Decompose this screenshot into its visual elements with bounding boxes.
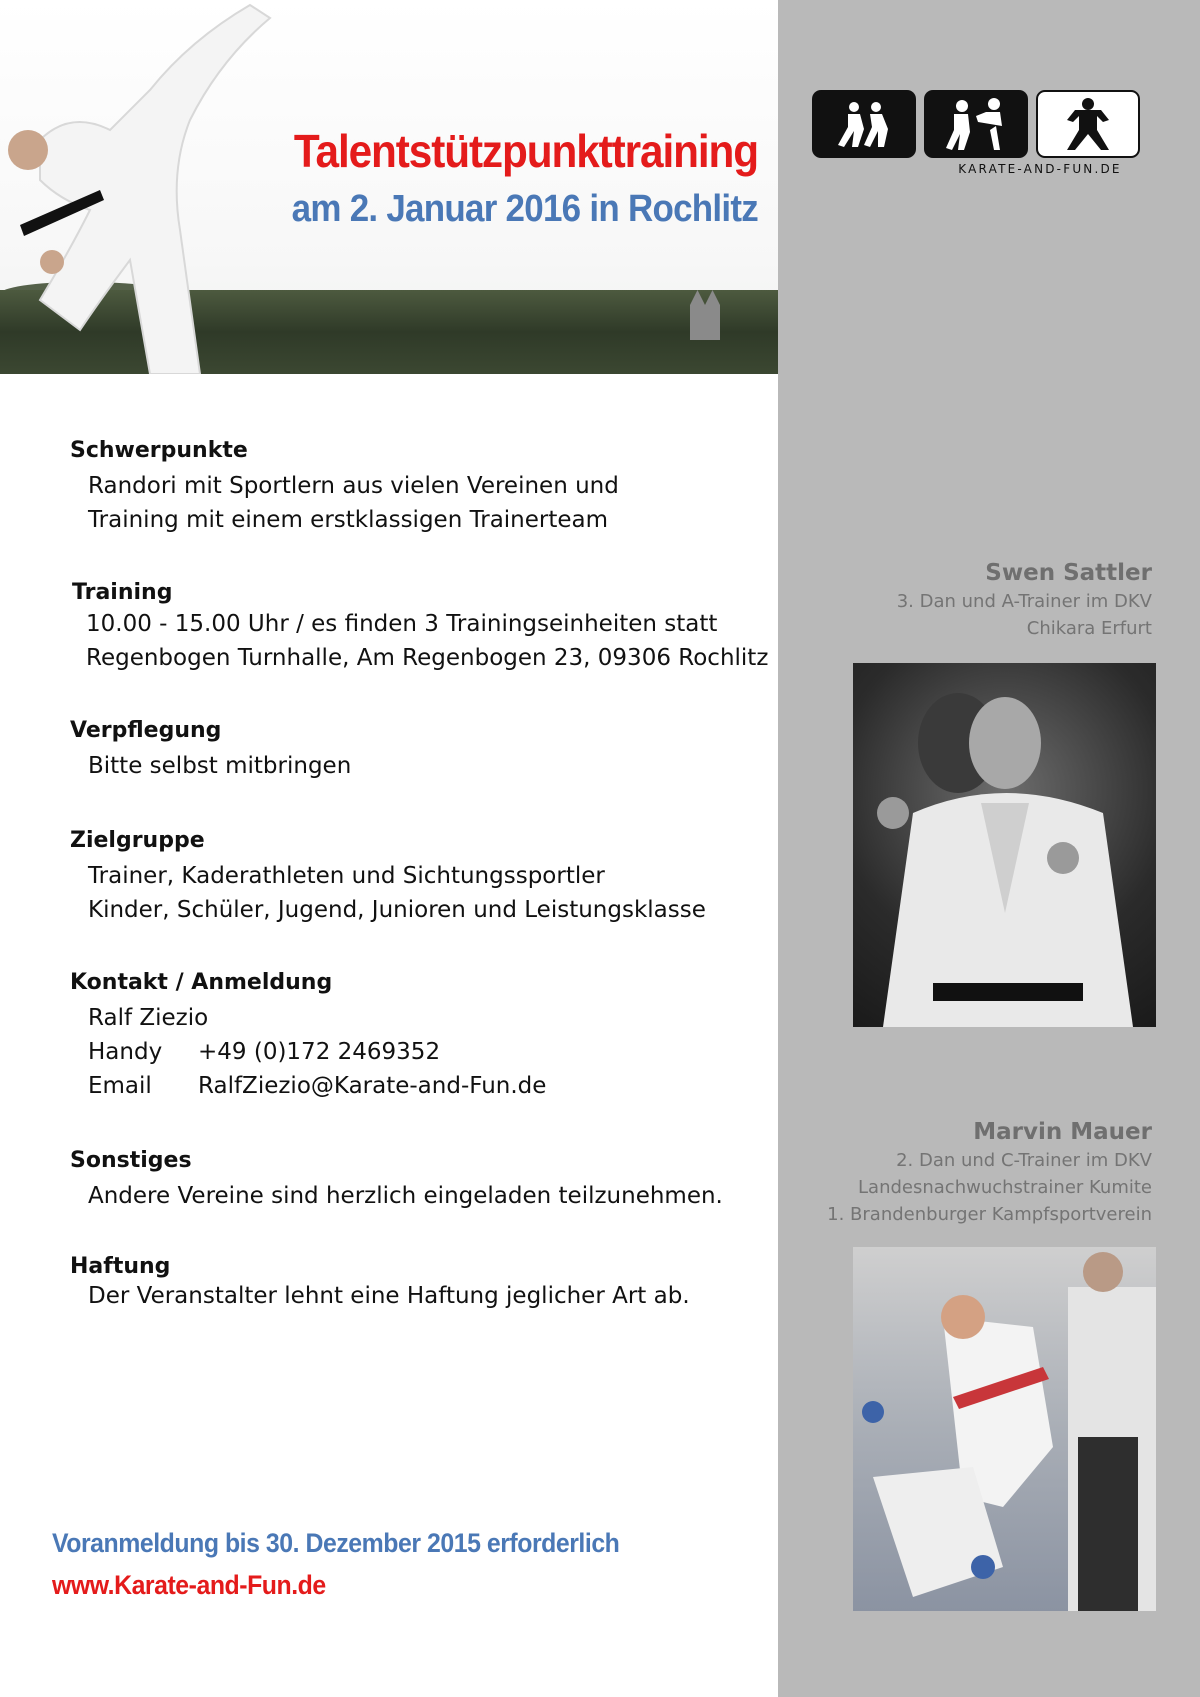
section-line: Randori mit Sportlern aus vielen Vereinen und (88, 473, 619, 499)
section-sonstiges (70, 1148, 770, 1213)
trainer-info: Landesnachwuchstrainer Kumite (858, 1177, 1152, 1198)
section-heading: Haftung (70, 1254, 171, 1279)
website-link[interactable]: www.Karate-and-Fun.de (52, 1570, 326, 1600)
trainer-info: 3. Dan und A-Trainer im DKV (896, 591, 1152, 612)
section-line: Kinder, Schüler, Jugend, Junioren und Leistungsklasse (88, 897, 706, 923)
trainer-1 (897, 560, 1152, 642)
logo-caption: KARATE-AND-FUN.DE (958, 162, 1122, 176)
page-subtitle: am 2. Januar 2016 in Rochlitz (291, 188, 758, 230)
trainer-1-photo (853, 663, 1156, 1027)
trainer-2-photo (853, 1247, 1156, 1611)
email-label: Email (88, 1073, 152, 1099)
kick-icon (924, 90, 1028, 158)
section-zielgruppe (70, 828, 770, 927)
section-heading: Verpflegung (70, 718, 222, 743)
section-line: Andere Vereine sind herzlich eingeladen teilzunehmen. (88, 1183, 723, 1209)
trainer-info: 2. Dan und C-Trainer im DKV (896, 1150, 1152, 1171)
email-address: RalfZiezio@Karate-and-Fun.de (198, 1073, 547, 1099)
section-line: Trainer, Kaderathleten und Sichtungssportler (88, 863, 605, 889)
stance-icon (1036, 90, 1140, 158)
section-training (72, 580, 772, 675)
section-line: Regenbogen Turnhalle, Am Regenbogen 23, 09306 Rochlitz (86, 645, 769, 671)
section-heading: Schwerpunkte (70, 438, 248, 463)
contact-name: Ralf Ziezio (88, 1005, 209, 1031)
sparring-icon (812, 90, 916, 158)
trainer-info: 1. Brandenburger Kampfsportverein (827, 1204, 1152, 1225)
trainer-info: Chikara Erfurt (1026, 618, 1152, 639)
section-kontakt (70, 970, 770, 1103)
section-line: Der Veranstalter lehnt eine Haftung jeglicher Art ab. (88, 1283, 690, 1309)
section-line: Bitte selbst mitbringen (88, 753, 352, 779)
section-heading: Sonstiges (70, 1148, 192, 1173)
header-photo (0, 0, 778, 374)
section-haftung (70, 1254, 770, 1313)
section-line: 10.00 - 15.00 Uhr / es finden 3 Trainingseinheiten statt (86, 611, 718, 637)
trainer-name: Marvin Mauer (973, 1119, 1152, 1145)
trainer-name: Swen Sattler (985, 560, 1152, 586)
section-line: Training mit einem erstklassigen Trainerteam (88, 507, 609, 533)
phone-number: +49 (0)172 2469352 (198, 1039, 441, 1065)
section-schwerpunkte (70, 438, 770, 537)
page-title: Talentstützpunkttraining (293, 125, 758, 177)
registration-notice: Voranmeldung bis 30. Dezember 2015 erforderlich (52, 1528, 620, 1558)
logo (812, 90, 1142, 180)
section-heading: Training (72, 580, 173, 605)
section-heading: Kontakt / Anmeldung (70, 970, 333, 995)
section-heading: Zielgruppe (70, 828, 205, 853)
trainer-2 (827, 1119, 1152, 1228)
section-verpflegung (70, 718, 770, 783)
phone-label: Handy (88, 1039, 163, 1065)
karateka-kick-image (0, 0, 280, 374)
